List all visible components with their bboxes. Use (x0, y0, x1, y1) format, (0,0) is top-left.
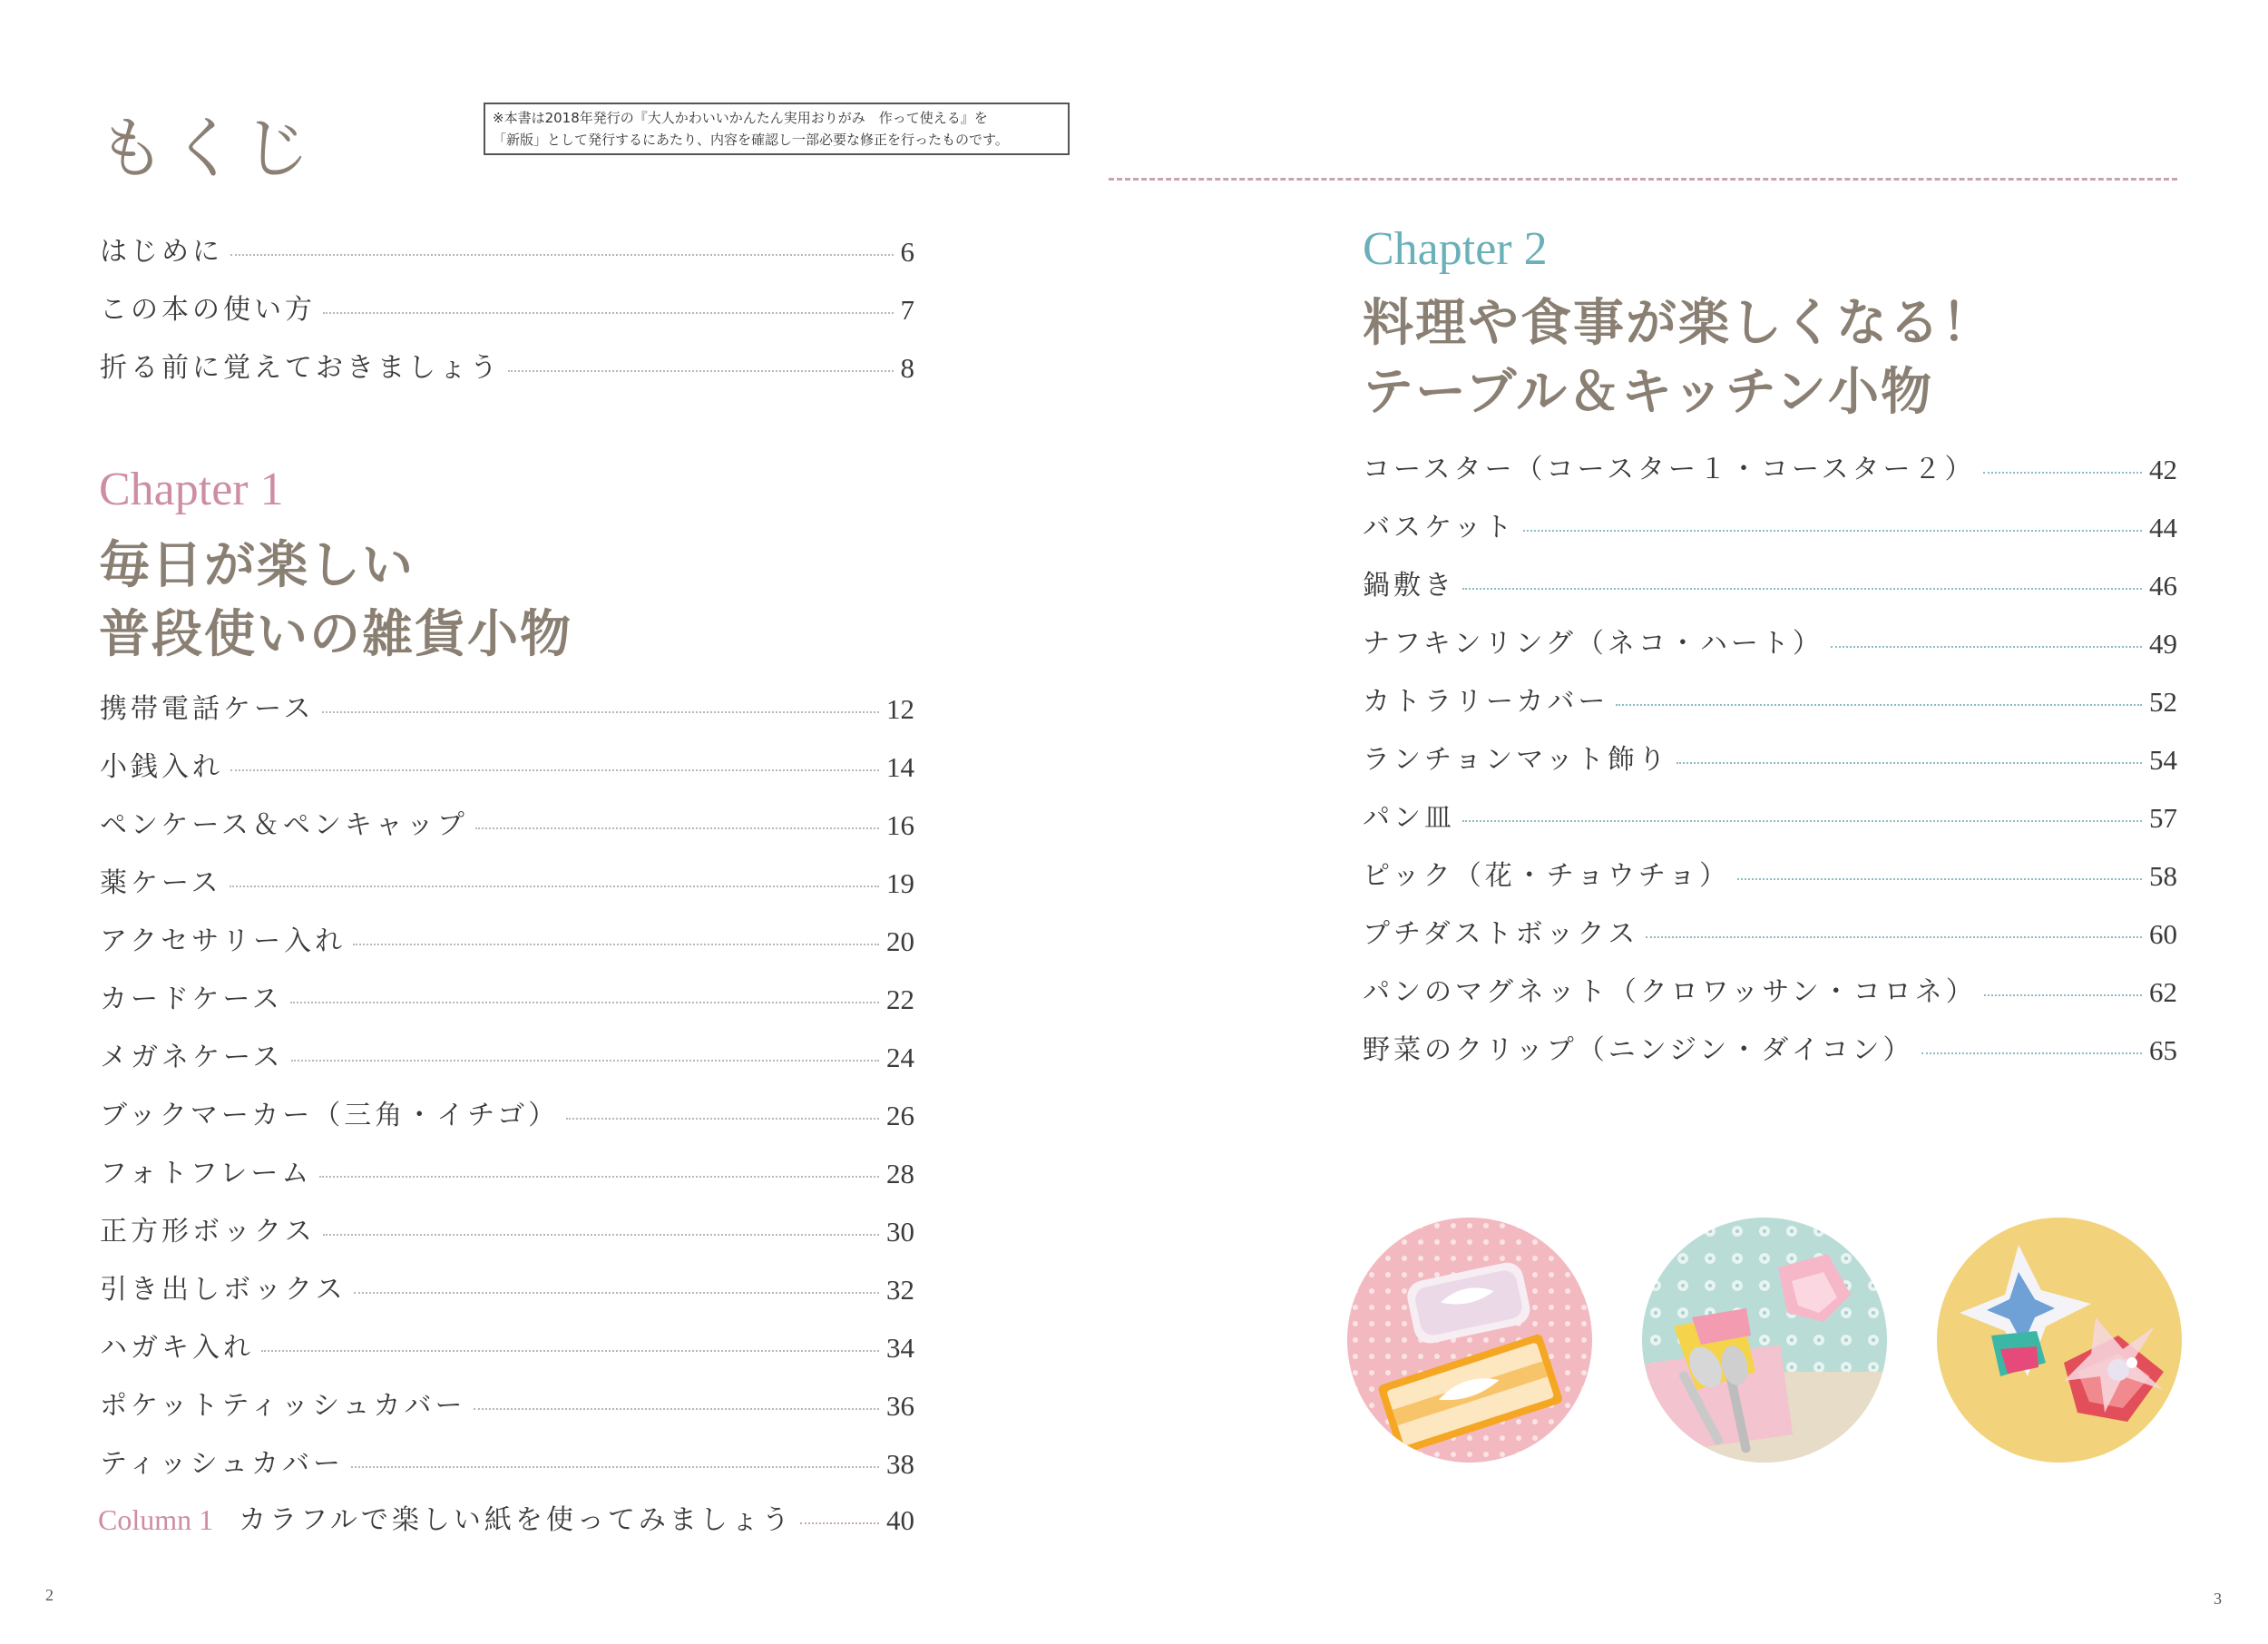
toc-entry[interactable] (100, 1190, 914, 1248)
toc-entry-page: 28 (886, 1158, 914, 1189)
dot-leader (1616, 704, 2142, 706)
toc-entry-label: 薬ケース (100, 867, 222, 899)
toc-entry[interactable] (100, 1074, 914, 1132)
dot-leader (230, 886, 880, 887)
toc-entry[interactable] (1363, 777, 2177, 835)
toc-entry-page: 65 (2149, 1034, 2177, 1066)
toc-entry-page: 8 (900, 352, 914, 384)
dot-leader (474, 1408, 880, 1410)
toc-entry[interactable] (1363, 1009, 2177, 1067)
toc-entry[interactable] (1363, 661, 2177, 719)
chapter2-heading (1363, 289, 1994, 426)
toc-entry[interactable] (100, 1132, 914, 1190)
toc-entry[interactable] (1363, 893, 2177, 951)
toc-entry[interactable] (1363, 835, 2177, 893)
toc-entry[interactable] (100, 269, 914, 327)
dot-leader (1646, 936, 2142, 938)
toc-entry-label: フォトフレーム (100, 1158, 313, 1189)
toc-entry-label: ティッシュカバー (100, 1448, 344, 1480)
toc-entry-label: コースター（コースター１・コースター２） (1363, 454, 1976, 485)
toc-entry-label: ピック（花・チョウチョ） (1363, 860, 1730, 892)
chapter1-heading (99, 531, 572, 669)
toc-entry[interactable] (1363, 486, 2177, 544)
toc-entry[interactable] (1363, 951, 2177, 1009)
toc-entry-page: 30 (886, 1216, 914, 1248)
toc-entry-label: ペンケース＆ペンキャップ (100, 809, 468, 841)
dot-leader (323, 312, 894, 314)
toc-entry[interactable] (100, 726, 914, 784)
toc-entry-page: 62 (2149, 976, 2177, 1008)
toc-entry-page: 38 (886, 1448, 914, 1480)
dot-leader (323, 1234, 879, 1236)
toc-entry-label: 携帯電話ケース (100, 693, 315, 725)
toc-entry-page: 46 (2149, 570, 2177, 602)
dot-leader (291, 1060, 880, 1062)
dot-leader (353, 944, 879, 945)
toc-entry-label: 折る前に覚えておきましょう (100, 352, 501, 384)
toc-entry-page: 58 (2149, 860, 2177, 892)
toc-entry-label: 鍋敷き (1363, 570, 1455, 602)
edition-note (484, 103, 1070, 155)
edition-note-line2: 「新版」として発行するにあたり、内容を確認し一部必要な修正を行ったものです。 (493, 132, 1009, 148)
dot-leader (508, 370, 894, 372)
page-title: もくじ (98, 110, 316, 188)
dot-leader (1677, 762, 2142, 764)
dot-leader (1921, 1052, 2143, 1054)
chapter2-heading-line1: 料理や食事が楽しくなる！ (1363, 293, 1994, 353)
toc-entry[interactable] (1363, 428, 2177, 486)
toc-entry[interactable] (100, 1016, 914, 1074)
dot-leader (230, 769, 879, 771)
dot-leader (1984, 994, 2142, 996)
chapter1-list (100, 668, 914, 1481)
toc-entry-label: はじめに (100, 236, 223, 268)
toc-entry-label: カードケース (100, 983, 283, 1015)
dot-leader (1523, 530, 2143, 532)
dot-leader (566, 1118, 879, 1120)
toc-entry[interactable] (100, 327, 914, 385)
toc-entry-label: ハガキ入れ (100, 1332, 254, 1364)
toc-entry-page: 60 (2149, 918, 2177, 950)
toc-entry-page: 34 (886, 1332, 914, 1364)
toc-entry[interactable] (100, 1423, 914, 1481)
photo-cutlery-cover (1642, 1218, 1887, 1463)
toc-entry-label: ナフキンリング（ネコ・ハート） (1363, 628, 1823, 660)
toc-entry-page: 7 (900, 294, 914, 326)
toc-entry-page: 22 (886, 983, 914, 1015)
right-page-number: 3 (2214, 1590, 2222, 1608)
toc-entry-page: 24 (886, 1042, 914, 1073)
column1-tag: Column 1 (98, 1503, 214, 1536)
toc-entry-label: バスケット (1363, 512, 1516, 543)
toc-entry[interactable] (100, 958, 914, 1016)
toc-entry-label: パン皿 (1363, 802, 1455, 834)
toc-entry[interactable] (100, 1365, 914, 1423)
toc-entry-page: 20 (886, 925, 914, 957)
toc-entry-page: 44 (2149, 512, 2177, 543)
toc-entry-label: カトラリーカバー (1363, 686, 1609, 718)
dot-leader (319, 1176, 879, 1178)
dot-leader (261, 1350, 879, 1352)
dot-leader (351, 1466, 879, 1468)
toc-entry-page: 12 (886, 693, 914, 725)
left-page-number: 2 (45, 1586, 54, 1604)
toc-entry-page: 14 (886, 751, 914, 783)
toc-entry-label: ブックマーカー（三角・イチゴ） (100, 1100, 560, 1131)
intro-list (100, 210, 914, 385)
toc-entry[interactable] (100, 1306, 914, 1365)
toc-entry-page: 6 (900, 236, 914, 268)
column1-page: 40 (886, 1504, 914, 1536)
toc-entry-label: 小銭入れ (100, 751, 223, 783)
toc-entry[interactable] (100, 842, 914, 900)
toc-entry-page: 52 (2149, 686, 2177, 718)
chapter1-heading-line2: 普段使いの雑貨小物 (99, 604, 572, 664)
dot-leader (1983, 472, 2143, 474)
toc-entry-page: 42 (2149, 454, 2177, 485)
toc-entry-label: パンのマグネット（クロワッサン・コロネ） (1363, 976, 1977, 1008)
dot-leader (1462, 588, 2142, 590)
column1-label: カラフルで楽しい紙を使ってみましょう (239, 1504, 793, 1536)
toc-entry[interactable] (1363, 719, 2177, 777)
dashed-divider (1109, 178, 2177, 181)
dot-leader (1831, 646, 2142, 648)
dot-leader (322, 711, 880, 713)
toc-entry-label: 野菜のクリップ（ニンジン・ダイコン） (1363, 1034, 1914, 1066)
toc-entry[interactable] (1363, 544, 2177, 602)
toc-entry-label: メガネケース (100, 1042, 284, 1073)
chapter2-heading-line2: テーブル＆キッチン小物 (1363, 362, 1934, 422)
toc-entry-page: 57 (2149, 802, 2177, 834)
chapter1-heading-line1: 毎日が楽しい (99, 535, 415, 595)
dot-leader (1462, 820, 2142, 822)
toc-entry[interactable] (100, 668, 914, 726)
toc-entry-label: アクセサリー入れ (100, 925, 347, 957)
toc-entry[interactable] (100, 784, 914, 842)
toc-entry-label: この本の使い方 (100, 294, 316, 326)
toc-entry[interactable] (100, 900, 914, 958)
dot-leader (475, 827, 879, 829)
toc-entry[interactable] (1363, 602, 2177, 661)
dot-leader (800, 1522, 879, 1524)
toc-entry-label: 正方形ボックス (100, 1216, 316, 1248)
toc-entry-page: 32 (886, 1274, 914, 1306)
toc-entry-label: ランチョンマット飾り (1363, 744, 1669, 776)
photo-star-boxes (1937, 1218, 2182, 1463)
toc-entry-page: 54 (2149, 744, 2177, 776)
dot-leader (230, 254, 894, 256)
dot-leader (354, 1292, 879, 1294)
toc-entry-page: 49 (2149, 628, 2177, 660)
toc-entry[interactable] (100, 1248, 914, 1306)
chapter2-label: Chapter 2 (1363, 223, 1548, 275)
chapter2-list (1363, 428, 2177, 1067)
photo-tissue-cases (1347, 1218, 1592, 1463)
toc-entry-label: ポケットティッシュカバー (100, 1390, 466, 1422)
toc-entry-page: 36 (886, 1390, 914, 1422)
toc-entry-page: 16 (886, 809, 914, 841)
toc-entry-label: プチダストボックス (1363, 918, 1639, 950)
column1-entry[interactable] (98, 1497, 914, 1537)
dot-leader (1737, 878, 2142, 880)
toc-entry-page: 19 (886, 867, 914, 899)
edition-note-line1: ※本書は2018年発行の『大人かわいいかんたん実用おりがみ 作って使える』を (493, 110, 988, 126)
toc-entry-page: 26 (886, 1100, 914, 1131)
chapter1-label: Chapter 1 (99, 464, 284, 515)
dot-leader (290, 1002, 879, 1003)
toc-entry[interactable] (100, 210, 914, 269)
toc-entry-label: 引き出しボックス (100, 1274, 347, 1306)
